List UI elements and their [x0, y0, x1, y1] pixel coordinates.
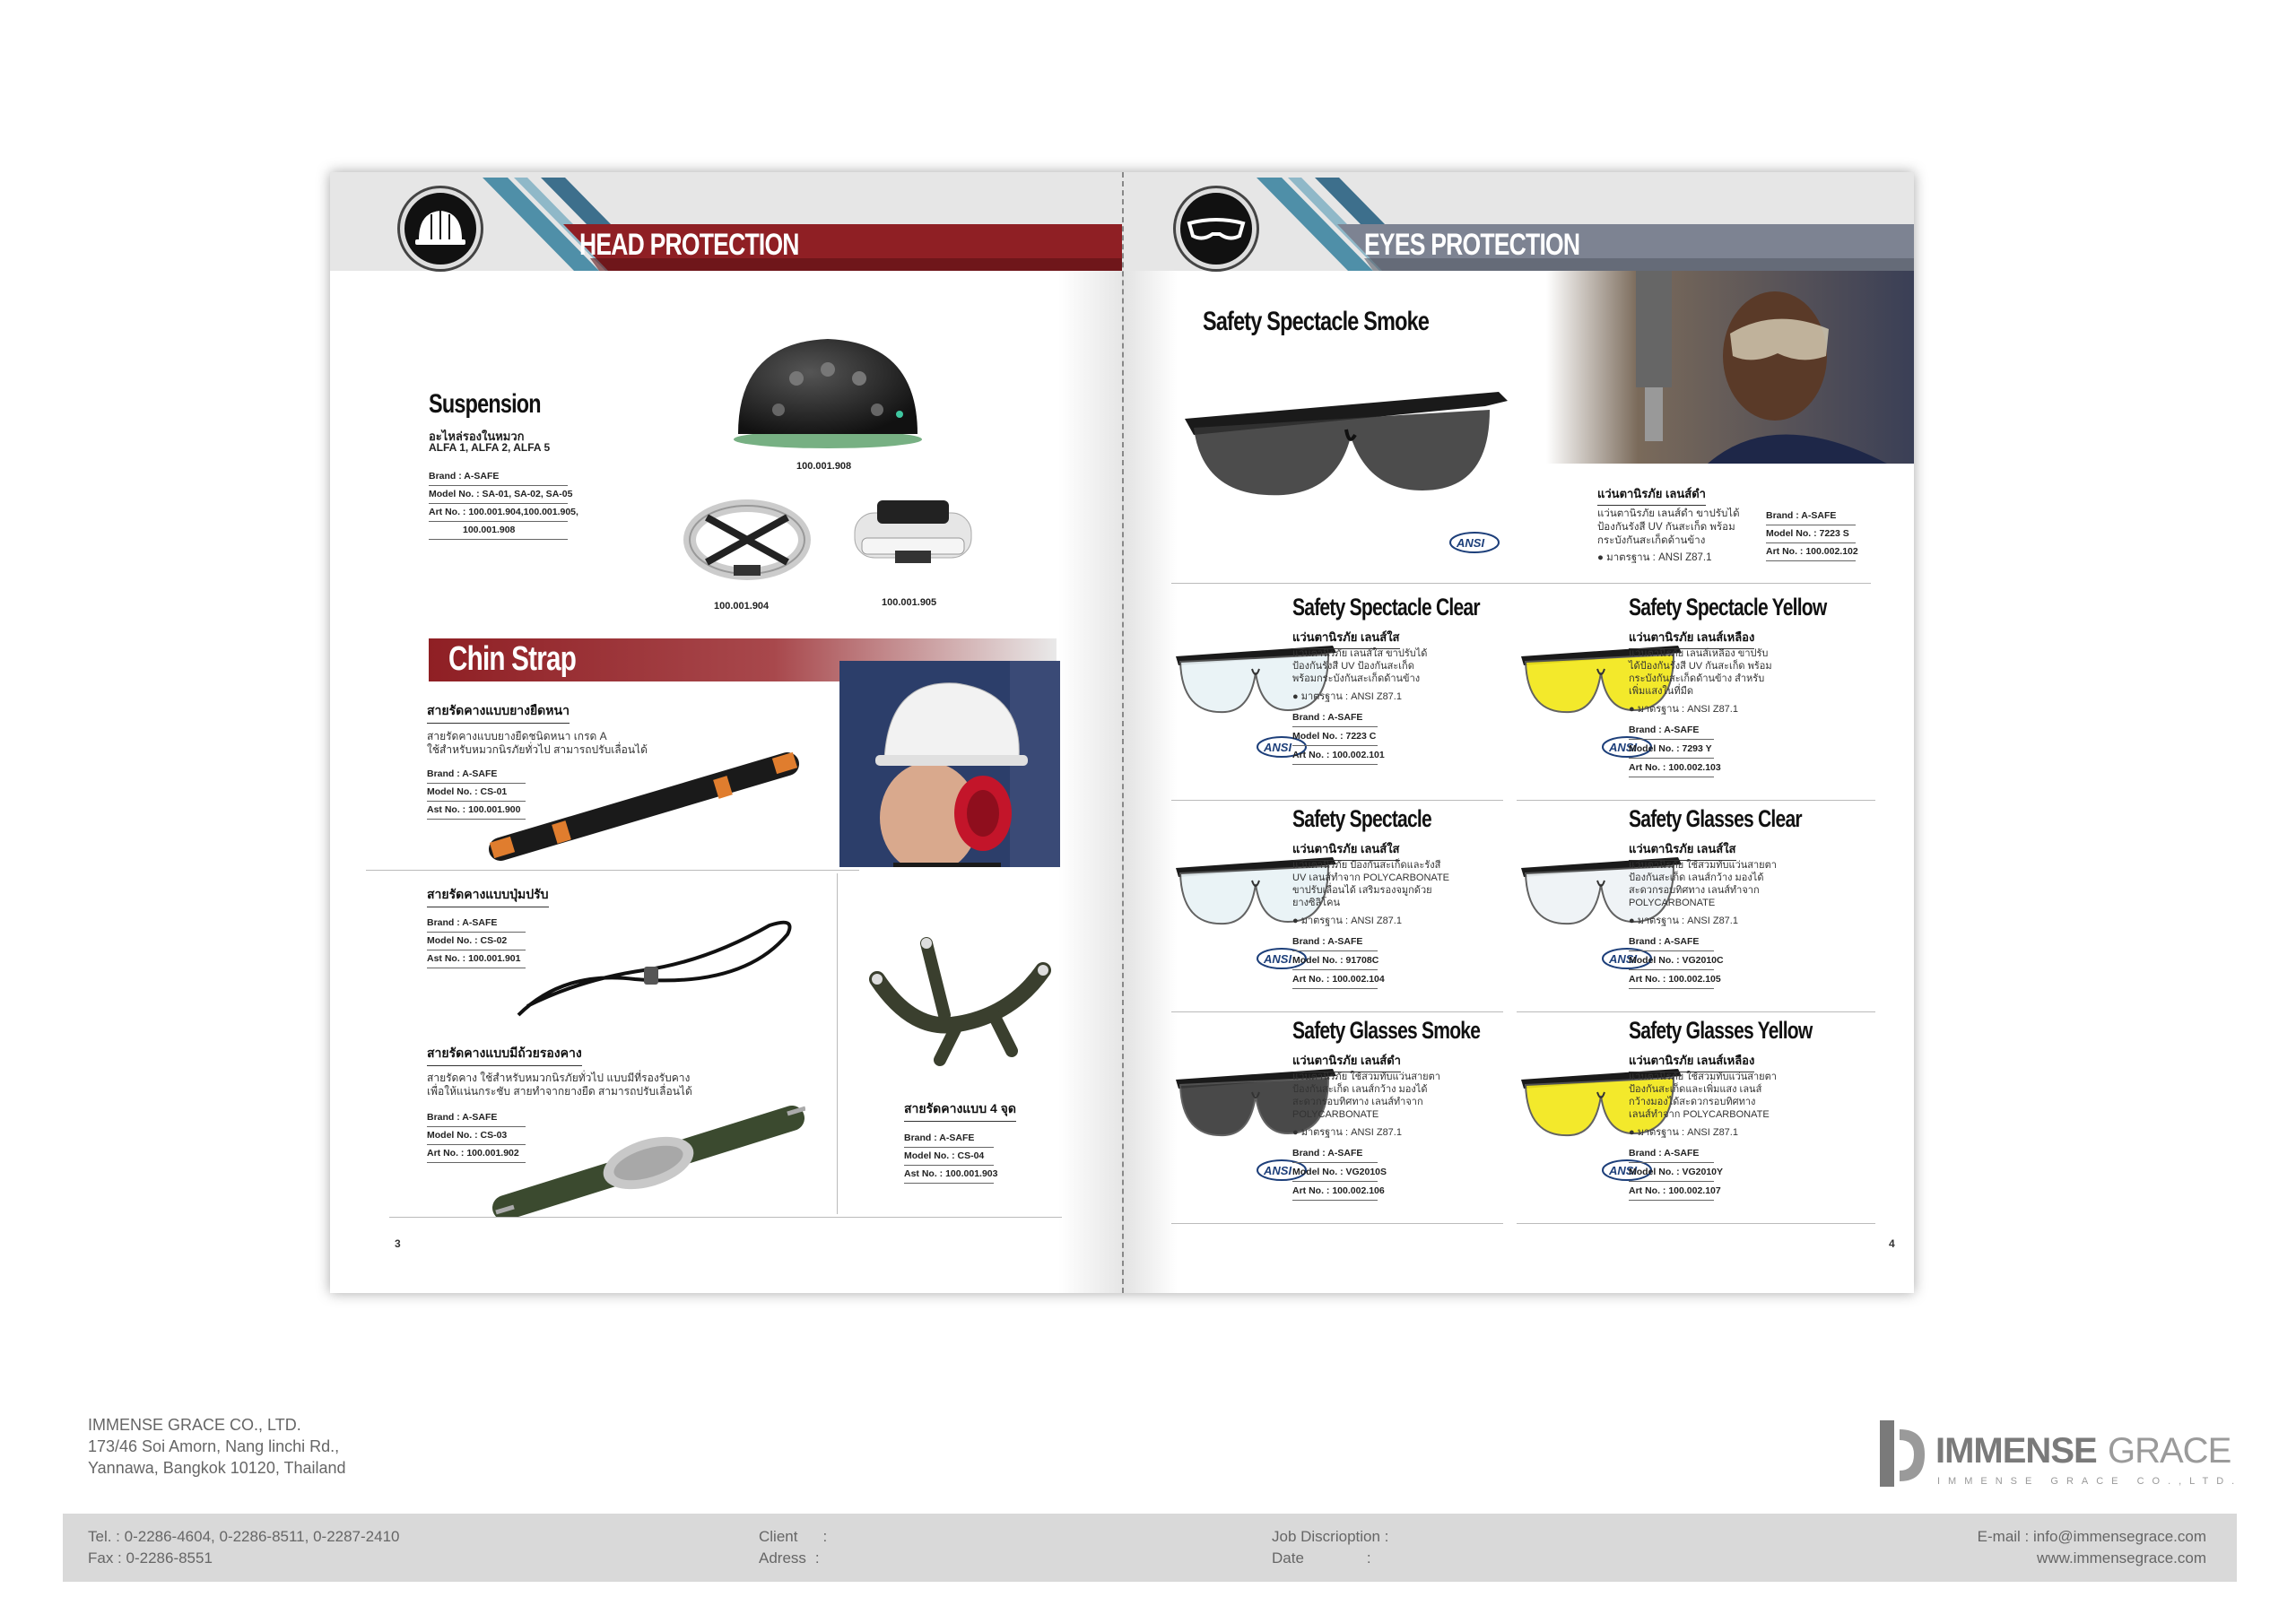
suspension-title: Suspension: [429, 389, 541, 419]
helmet-icon: [400, 188, 481, 269]
spec-model: Model No. : 7293 Y: [1629, 740, 1714, 759]
product-spec: [1292, 933, 1385, 989]
spec-brand: Brand : A-SAFE: [1766, 508, 1856, 525]
desc-line: UV เลนส์ทำจาก POLYCARBONATE: [1292, 872, 1450, 883]
standard-line: ● มาตรฐาน : ANSI Z87.1: [1629, 916, 1738, 926]
worker-goggles-photo: [1546, 271, 1914, 464]
spec-art: Ast No. : 100.001.903: [904, 1166, 994, 1184]
product-spec: [1629, 1144, 1724, 1201]
spec-art: Art No. : 100.002.107: [1629, 1182, 1714, 1201]
cs02-thai-title: สายรัดคางแบบปุ่มปรับ: [427, 885, 549, 907]
cs03-strap-image: [491, 1100, 805, 1217]
divider: [1171, 800, 1503, 801]
worker-helmet-photo: [839, 661, 1060, 867]
desc-line: แว่นตานิรภัย เลนส์ดำ ขาปรับได้: [1597, 508, 1740, 519]
product-thai-title: แว่นตานิรภัย เลนส์ใส: [1292, 628, 1400, 649]
svg-text:ANSI: ANSI: [1609, 741, 1638, 754]
desc-line: กระบังกันสะเก็ดด้านข้าง: [1597, 535, 1706, 546]
desc-line: ป้องกันรังสี UV ป้องกันสะเก็ด: [1292, 661, 1414, 672]
svg-text:ANSI: ANSI: [1609, 952, 1638, 966]
spec-model: Model No. : CS-04: [904, 1148, 994, 1166]
cs04-thai-title: สายรัดคางแบบ 4 จุด: [904, 1099, 1016, 1122]
product-desc: [1629, 1071, 1777, 1139]
page-number: 4: [1889, 1237, 1895, 1250]
desc-line: กระบังกันสะเก็ดด้านข้าง สำหรับ: [1629, 673, 1765, 684]
divider: [1171, 1223, 1503, 1224]
footer-client-label: Client :: [759, 1528, 828, 1545]
product-title: Safety Glasses Clear: [1629, 805, 1802, 832]
spec-brand: Brand : A-SAFE: [1629, 1144, 1714, 1163]
caption-905: 100.001.905: [882, 597, 937, 608]
product-spec: [1292, 708, 1385, 765]
featured-title: Safety Spectacle Smoke: [1203, 307, 1430, 336]
spec-model: Model No. : 7223 C: [1292, 727, 1378, 746]
product-title: Safety Glasses Smoke: [1292, 1017, 1481, 1044]
desc-line: พร้อมกระบังกันสะเก็ดด้านข้าง: [1292, 673, 1421, 684]
standard-line: ● มาตรฐาน : ANSI Z87.1: [1292, 1127, 1402, 1138]
desc-line: แว่นตานิรภัย ใช้สวมทับแว่นสายตา: [1292, 1072, 1440, 1082]
logo-text-immense: IMMENSE: [1935, 1431, 2097, 1471]
desc-line: POLYCARBONATE: [1292, 1109, 1379, 1120]
spec-brand: Brand : A-SAFE: [427, 766, 526, 784]
spec-art: Ast No. : 100.001.901: [427, 950, 526, 968]
suspension-models-line: ALFA 1, ALFA 2, ALFA 5: [429, 441, 551, 454]
standard-line: ● มาตรฐาน : ANSI Z87.1: [1597, 552, 1712, 563]
company-address: [88, 1414, 346, 1479]
spec-art: Art No. : 100.002.103: [1629, 759, 1714, 777]
desc-line: ป้องกันสะเก็ดและเพิ่มแสง เลนส์: [1629, 1084, 1762, 1095]
desc-line: ป้องกันรังสี UV กันสะเก็ด พร้อม: [1597, 522, 1735, 533]
spec-model: Model No. : SA-01, SA-02, SA-05: [429, 486, 568, 504]
cs01-desc-line1: สายรัดคางแบบยางยืดชนิดหนา เกรด A: [427, 730, 607, 742]
spec-model: Model No. : VG2010S: [1292, 1163, 1378, 1182]
spec-model: Model No. : CS-01: [427, 784, 526, 802]
footer-address-label: Adress :: [759, 1549, 820, 1567]
product-spec: [1292, 1144, 1387, 1201]
spec-brand: Brand : A-SAFE: [427, 1109, 526, 1127]
product-desc: [1292, 859, 1449, 927]
desc-line: แว่นตานิรภัย เลนส์เหลือง ขาปรับ: [1629, 648, 1769, 659]
footer-tel: Tel. : 0-2286-4604, 0-2286-8511, 0-2287-2410: [88, 1528, 400, 1545]
svg-text:ANSI: ANSI: [1264, 741, 1292, 754]
logo-text-grace: GRACE: [2108, 1431, 2231, 1471]
desc-line: เพิ่มแสงในที่มืด: [1629, 686, 1693, 697]
cs04-strap-image: [859, 925, 1061, 1069]
product-desc: [1292, 1071, 1440, 1139]
desc-line: ป้องกันสะเก็ด เลนส์กว้าง มองได้: [1292, 1084, 1428, 1095]
footer-email: E-mail : info@immensegrace.com: [1977, 1528, 2206, 1545]
page-fold: [1122, 172, 1124, 1293]
standard-line: ● มาตรฐาน : ANSI Z87.1: [1292, 691, 1402, 702]
desc-line: แว่นตานิรภัย ป้องกันสะเก็ดและรังสี: [1292, 860, 1441, 871]
footer-bar: [63, 1514, 2237, 1582]
svg-text:ANSI: ANSI: [1264, 952, 1292, 966]
spec-brand: Brand : A-SAFE: [1292, 708, 1378, 727]
catalog-spread: [330, 172, 1914, 1293]
product-thai-title: แว่นตานิรภัย เลนส์ใส: [1292, 839, 1400, 861]
product-desc: [1292, 647, 1427, 703]
page-head-protection: [330, 172, 1122, 1293]
suspension-thai-subtitle: อะไหล่รองในหมวก: [429, 430, 525, 443]
product-thai-title: แว่นตานิรภัย เลนส์เหลือง: [1629, 628, 1754, 649]
cs01-strap-image: [483, 746, 805, 863]
cs03-desc: [427, 1072, 692, 1098]
section-title-head: HEAD PROTECTION: [579, 228, 799, 262]
desc-line: เลนส์ทำจาก POLYCARBONATE: [1629, 1109, 1770, 1120]
featured-spec: [1766, 508, 1856, 561]
goggles-icon: [1176, 188, 1257, 269]
spec-art-cont: 100.001.908: [429, 522, 568, 540]
footer-job-label: Job Discrioption :: [1272, 1528, 1389, 1545]
product-title: Safety Spectacle: [1292, 805, 1431, 832]
caption-904: 100.001.904: [714, 601, 770, 612]
page-eyes-protection: [1122, 172, 1914, 1293]
desc-line: แว่นตานิรภัย เลนส์ใส ขาปรับได้: [1292, 648, 1428, 659]
product-desc: [1629, 647, 1772, 716]
desc-line: กว้างมองได้สะดวกรอบทิศทาง: [1629, 1097, 1756, 1107]
spec-art: Art No. : 100.001.904,100.001.905,: [429, 504, 568, 522]
spec-model: Model No. : CS-03: [427, 1127, 526, 1145]
logo-mark-icon: [1873, 1411, 1928, 1492]
suspension-harness-904-image: [680, 486, 814, 585]
spec-brand: Brand : A-SAFE: [904, 1130, 994, 1148]
suspension-helmet-image: [725, 325, 931, 450]
spec-brand: Brand : A-SAFE: [429, 468, 568, 486]
spec-art: Art No. : 100.002.102: [1766, 543, 1856, 561]
product-desc: [1629, 859, 1777, 927]
svg-text:ANSI: ANSI: [1264, 1164, 1292, 1177]
product-thai-title: แว่นตานิรภัย เลนส์ใส: [1629, 839, 1736, 861]
ansi-logo: [1449, 531, 1503, 554]
immense-grace-logo: [1873, 1411, 2243, 1497]
divider: [366, 870, 859, 871]
standard-line: ● มาตรฐาน : ANSI Z87.1: [1629, 1127, 1738, 1138]
address-line1: 173/46 Soi Amorn, Nang linchi Rd.,: [88, 1437, 340, 1455]
page-number: 3: [395, 1237, 401, 1250]
svg-text:ANSI: ANSI: [1457, 536, 1485, 550]
smoke-spectacle-image: [1176, 365, 1517, 508]
desc-line: ยางซิลิโคน: [1292, 898, 1340, 908]
product-title: Safety Spectacle Clear: [1292, 594, 1480, 621]
featured-thai-title: แว่นตานิรภัย เลนส์ดำ: [1597, 484, 1706, 506]
divider: [1517, 800, 1875, 801]
standard-line: ● มาตรฐาน : ANSI Z87.1: [1292, 916, 1402, 926]
spec-art: Art No. : 100.002.105: [1629, 970, 1714, 989]
product-thai-title: แว่นตานิรภัย เลนส์ดำ: [1292, 1051, 1401, 1072]
divider: [1517, 1011, 1875, 1012]
desc-line: สะดวกรอบทิศทาง เลนส์ทำจาก: [1629, 885, 1760, 896]
divider: [1171, 583, 1871, 584]
featured-desc: [1597, 508, 1740, 565]
desc-line: ป้องกันสะเก็ด เลนส์กว้าง มองได้: [1629, 872, 1764, 883]
address-line2: Yannawa, Bangkok 10120, Thailand: [88, 1459, 346, 1477]
cs02-cord-image: [509, 916, 805, 1024]
company-name: IMMENSE GRACE CO., LTD.: [88, 1416, 301, 1434]
svg-text:ANSI: ANSI: [1609, 1164, 1638, 1177]
cs03-desc-line2: เพื่อให้แน่นกระชับ สายทำจากยางยืด สามารถปรับเลื่อนได้: [427, 1085, 692, 1098]
spec-art: Art No. : 100.002.101: [1292, 746, 1378, 765]
logo-subtext: IMMENSE GRACE CO.,LTD.: [1937, 1476, 2243, 1487]
spec-model: Model No. : VG2010C: [1629, 951, 1714, 970]
cs04-spec: [904, 1130, 998, 1184]
chin-strap-title: Chin Strap: [448, 640, 577, 678]
cs01-desc-line2: ใช้สำหรับหมวกนิรภัยทั่วไป สามารถปรับเลื่อนได้: [427, 743, 648, 756]
product-spec: [1629, 933, 1724, 989]
desc-line: ได้ป้องกันรังสี UV กันสะเก็ด พร้อม: [1629, 661, 1772, 672]
spec-brand: Brand : A-SAFE: [1292, 1144, 1378, 1163]
product-title: Safety Glasses Yellow: [1629, 1017, 1813, 1044]
suspension-spec: [429, 468, 578, 540]
cs01-thai-title: สายรัดคางแบบยางยืดหนา: [427, 701, 570, 724]
footer-website: www.immensegrace.com: [2037, 1549, 2206, 1567]
divider: [1517, 1223, 1875, 1224]
spec-art: Art No. : 100.001.902: [427, 1145, 526, 1163]
spec-brand: Brand : A-SAFE: [1292, 933, 1378, 951]
spec-art: Ast No. : 100.001.900: [427, 802, 526, 820]
suspension-harness-905-image: [846, 486, 980, 580]
spec-model: Model No. : VG2010Y: [1629, 1163, 1714, 1182]
spec-brand: Brand : A-SAFE: [1629, 721, 1714, 740]
cs03-thai-title: สายรัดคางแบบมีถ้วยรองคาง: [427, 1044, 582, 1066]
divider: [389, 1217, 1062, 1218]
caption-908: 100.001.908: [796, 461, 852, 472]
desc-line: แว่นตานิรภัย ใช้สวมทับแว่นสายตา: [1629, 1072, 1777, 1082]
product-spec: [1629, 721, 1721, 777]
footer-fax: Fax : 0-2286-8551: [88, 1549, 213, 1567]
spec-art: Art No. : 100.002.106: [1292, 1182, 1378, 1201]
desc-line: แว่นตานิรภัย ใช้สวมทับแว่นสายตา: [1629, 860, 1777, 871]
spec-brand: Brand : A-SAFE: [1629, 933, 1714, 951]
footer-date-label: Date :: [1272, 1549, 1371, 1567]
spec-model: Model No. : 7223 S: [1766, 525, 1856, 543]
divider: [837, 873, 838, 1214]
desc-line: POLYCARBONATE: [1629, 898, 1716, 908]
spec-model: Model No. : CS-02: [427, 933, 526, 950]
cs03-desc-line1: สายรัดคาง ใช้สำหรับหมวกนิรภัยทั่วไป แบบมีที่รองรับคาง: [427, 1072, 691, 1084]
section-title-eyes: EYES PROTECTION: [1364, 228, 1580, 262]
spec-model: Model No. : 91708C: [1292, 951, 1378, 970]
divider: [1171, 1011, 1503, 1012]
standard-line: ● มาตรฐาน : ANSI Z87.1: [1629, 704, 1738, 715]
spec-brand: Brand : A-SAFE: [427, 915, 526, 933]
product-title: Safety Spectacle Yellow: [1629, 594, 1827, 621]
spec-art: Art No. : 100.002.104: [1292, 970, 1378, 989]
desc-line: ขาปรับเลื่อนได้ เสริมรองจมูกด้วย: [1292, 885, 1432, 896]
product-thai-title: แว่นตานิรภัย เลนส์เหลือง: [1629, 1051, 1754, 1072]
desc-line: สะดวกรอบทิศทาง เลนส์ทำจาก: [1292, 1097, 1423, 1107]
